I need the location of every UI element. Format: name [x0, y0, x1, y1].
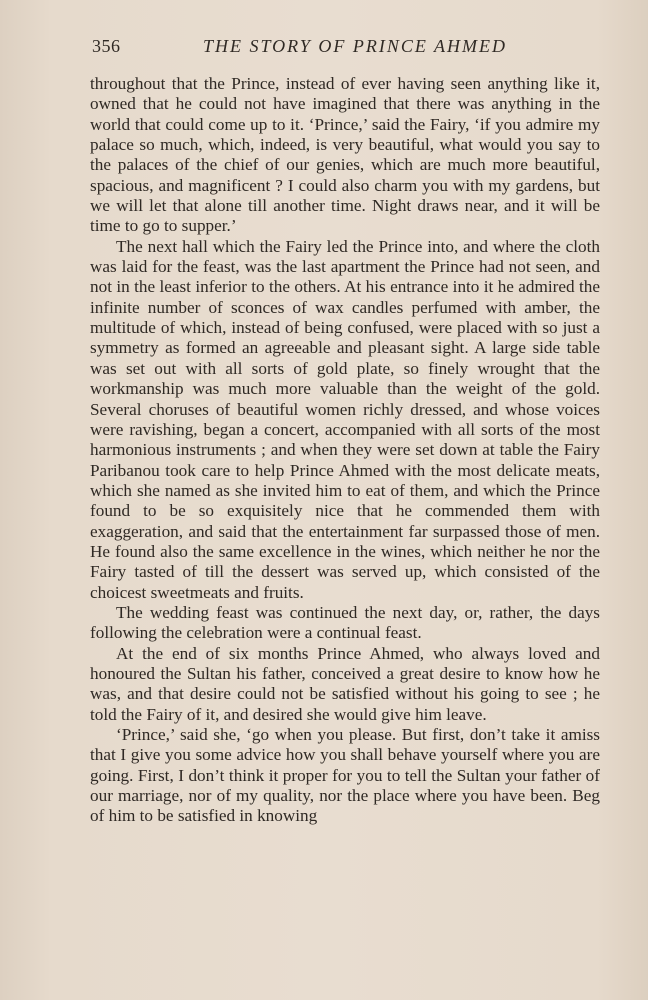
page-number: 356 [92, 36, 121, 56]
paragraph-5: ‘Prince,’ said she, ‘go when you please. But first, don’t take it amiss that I give you some advice how you shall behave yourself where you are going. First, I don’t think it proper for you to tell the Sultan your father of our marriage, nor of my quality, nor the place where you have been. Beg of him to be satisfied in knowing [90, 725, 600, 826]
paragraph-4: At the end of six months Prince Ahmed, who always loved and honoured the Sultan his father, conceived a great desire to know how he was, and that desire could not be satisfied without his going to see ; he told the Fairy of it, and desired she would give him leave. [90, 643, 600, 724]
body-text [90, 74, 600, 827]
paragraph-3: The wedding feast was continued the next day, or, rather, the days following the celebration were a continual feast. [90, 602, 600, 643]
running-title: THE STORY OF PRINCE AHMED [202, 36, 507, 56]
paragraph-2: The next hall which the Fairy led the Prince into, and where the cloth was laid for the feast, was the last apartment the Prince had not seen, and not in the least inferior to the others. At his entrance into it he admired the infinite number of sconces of wax candles perfumed with amber, the multitude of which, instead of being confused, were placed with so just a symmetry as formed an agreeable and pleasant sight. A large side table was set out with all sorts of gold plate, so finely wrought that the workmanship was much more valuable than the weight of the gold. Several choruses of beautiful women richly dressed, and whose voices were ravishing, began a concert, accompanied with all sorts of the most harmonious instruments ; and when they were set down at table the Fairy Paribanou took care to help Prince Ahmed with the most delicate meats, which she named as she invited him to eat of them, and which the Prince found to be so exquisitely nice that he commended them with exaggeration, and said that the entertainment far surpassed those of men. He found also the same excellence in the wines, which neither he nor the Fairy tasted of till the dessert was served up, which consisted of the choicest sweetmeats and fruits. [90, 236, 600, 602]
page-header [92, 36, 598, 64]
paragraph-1: throughout that the Prince, instead of ever having seen anything like it, owned that he could not have imagined that there was anything in the world that could come up to it. ‘Prince,’ said the Fairy, ‘if you admire my palace so much, which, indeed, is very beautiful, what would you say to the palaces of the chief of our genies, which are much more beautiful, spacious, and magnificent ? I could also charm you with my gardens, but we will let that alone till another time. Night draws near, and it will be time to go to supper.’ [90, 74, 600, 236]
